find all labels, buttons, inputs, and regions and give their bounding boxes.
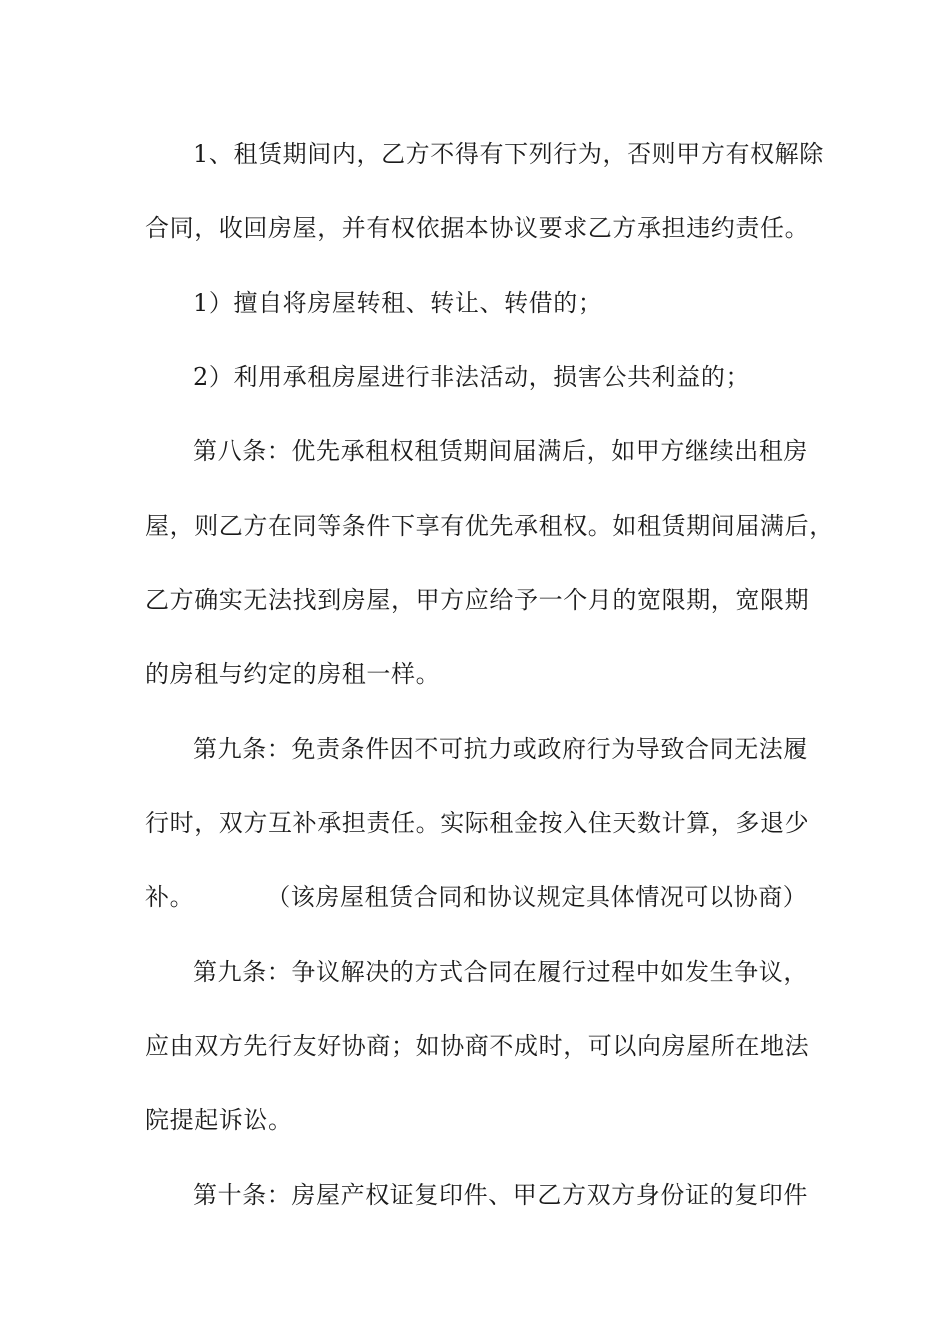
text-line-14: 院提起诉讼。 — [145, 1106, 293, 1134]
text-line-12: 第九条：争议解决的方式合同在履行过程中如发生争议， — [193, 958, 808, 986]
text-line-6: 屋，则乙方在同等条件下享有优先承租权。如租赁期间届满后， — [145, 512, 834, 540]
text-line-3: 1）擅自将房屋转租、转让、转借的； — [193, 289, 603, 317]
text-line-5: 第八条：优先承租权租赁期间届满后，如甲方继续出租房 — [193, 437, 808, 465]
text-line-8: 的房租与约定的房租一样。 — [145, 660, 441, 688]
text-line-11-start: 补。 — [145, 883, 195, 911]
text-line-13: 应由双方先行友好协商；如协商不成时，可以向房屋所在地法 — [145, 1032, 810, 1060]
text-line-1: 1、租赁期间内，乙方不得有下列行为，否则甲方有权解除 — [193, 140, 824, 168]
text-line-4: 2）利用承租房屋进行非法活动，损害公共利益的； — [193, 363, 751, 391]
text-line-11 — [145, 877, 835, 917]
text-line-9: 第九条：免责条件因不可抗力或政府行为导致合同无法履 — [193, 735, 808, 763]
text-line-15: 第十条：房屋产权证复印件、甲乙方双方身份证的复印件 — [193, 1181, 808, 1209]
text-line-2: 合同，收回房屋，并有权依据本协议要求乙方承担违约责任。 — [145, 214, 810, 242]
text-line-10: 行时，双方互补承担责任。实际租金按入住天数计算，多退少 — [145, 809, 810, 837]
text-line-11-note: （该房屋租赁合同和协议规定具体情况可以协商） — [266, 883, 808, 911]
text-line-7: 乙方确实无法找到房屋，甲方应给予一个月的宽限期，宽限期 — [145, 586, 810, 614]
